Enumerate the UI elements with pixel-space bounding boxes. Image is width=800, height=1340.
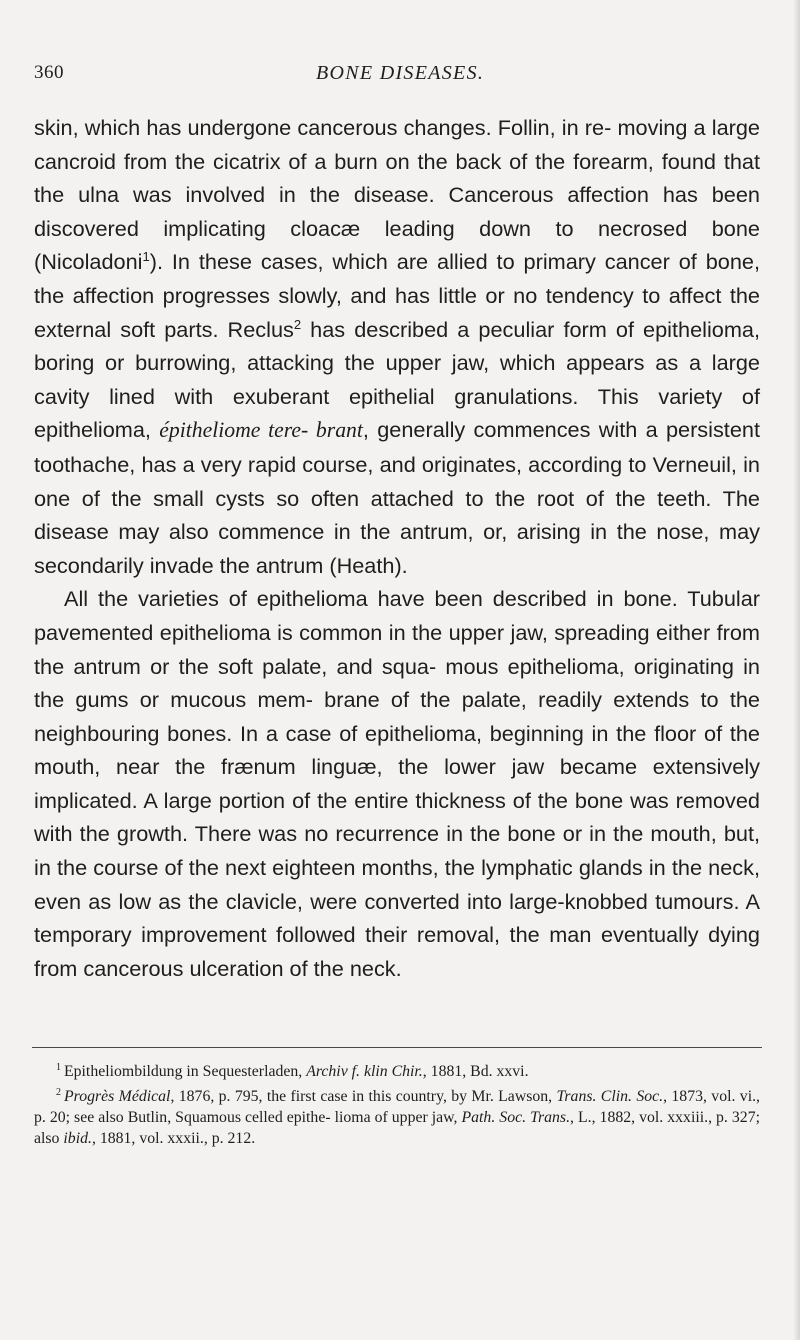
footnote-divider: [32, 1047, 762, 1048]
footnotes: [34, 1057, 760, 1149]
footnote-2-marker: 2: [56, 1087, 61, 1098]
footnote-1-marker: 1: [56, 1062, 61, 1073]
footnote-2-text-2: , 1873, vol. vi., p. 20; see also Butlin, Squamous celled epithe- lioma of upper jaw,: [34, 1088, 760, 1126]
footnote-1-text-2: , 1881, Bd. xxvi.: [422, 1063, 529, 1080]
footnote-2-journal-3: Path. Soc. Trans.: [461, 1109, 571, 1126]
main-text: [34, 111, 760, 985]
page-header: [34, 62, 764, 92]
paragraph-1-text-part-1: skin, which has undergone cancerous changes. Follin, in re- moving a large cancroid from the cicatrix of a burn on the back of the forearm, found that the ulna was involved in the disease. Cancerous affection has been discovered implicating cloacæ leading down to necrosed bone (Nicoladoni: [34, 115, 760, 275]
paragraph-1-text-part-4: , generally commences with a persistent toothache, has a very rapid course, and originates, according to Verneuil, in one of the small cysts so often attached to the root of the teeth. The disease may also commence in the antrum, or, arising in the nose, may secondarily invade the antrum (Heath).: [34, 417, 760, 578]
page-number: 360: [34, 62, 64, 83]
italic-epitheliome-term: épitheliome tere- brant: [159, 418, 363, 443]
paragraph-1-text-part-2: ). In these cases, which are allied to primary cancer of bone, the affection progresses slowly, and has little or no tendency to affect the external soft parts. Reclus: [34, 249, 760, 342]
footnote-2-text-1: , 1876, p. 795, the first case in this country, by Mr. Lawson,: [170, 1088, 557, 1105]
paragraph-cancerous-changes: [34, 111, 760, 582]
footnote-1: [34, 1057, 760, 1082]
footnote-2-text-4: , 1881, vol. xxxii., p. 212.: [91, 1130, 256, 1147]
footnote-reference-1: 1: [142, 249, 150, 265]
page-edge-shadow: [793, 0, 800, 1340]
footnote-2-journal-1: Progrès Médical: [64, 1088, 171, 1105]
footnote-2-ibid: ibid.: [63, 1130, 92, 1147]
footnote-reference-2: 2: [293, 316, 302, 332]
footnote-1-text-1: Epitheliombildung in Sequesterladen,: [64, 1063, 307, 1080]
footnote-1-journal: Archiv f. klin Chir.: [306, 1063, 423, 1080]
paragraph-1-text-part-3: has described a peculiar form of epithelioma, boring or burrowing, attacking the upper jaw, which appears as a large cavity lined with exuberant epithelial granulations. This variety of epithelioma,: [34, 316, 760, 443]
footnote-2-text-3: , L., 1882, vol. xxxiii., p. 327; also: [34, 1109, 760, 1147]
footnote-2: [34, 1082, 760, 1149]
paragraph-epithelioma-varieties: All the varieties of epithelioma have been described in bone. Tubular pavemented epithelioma is common in the upper jaw, spreading either from the antrum or the soft palate, and squa- mous epithelioma, originating in the gums or mucous mem- brane of the palate, readily extends to the neighbouring bones. In a case of epithelioma, beginning in the floor of the mouth, near the frænum linguæ, the lower jaw became extensively implicated. A large portion of the entire thickness of the bone was removed with the growth. There was no recurrence in the bone or in the mouth, but, in the course of the next eighteen months, the lymphatic glands in the neck, even as low as the clavicle, were converted into large-knobbed tumours. A temporary improvement followed their removal, the man eventually dying from cancerous ulceration of the neck.: [34, 586, 760, 981]
footnote-2-journal-2: Trans. Clin. Soc.: [556, 1088, 664, 1105]
running-title: BONE DISEASES.: [316, 62, 485, 84]
